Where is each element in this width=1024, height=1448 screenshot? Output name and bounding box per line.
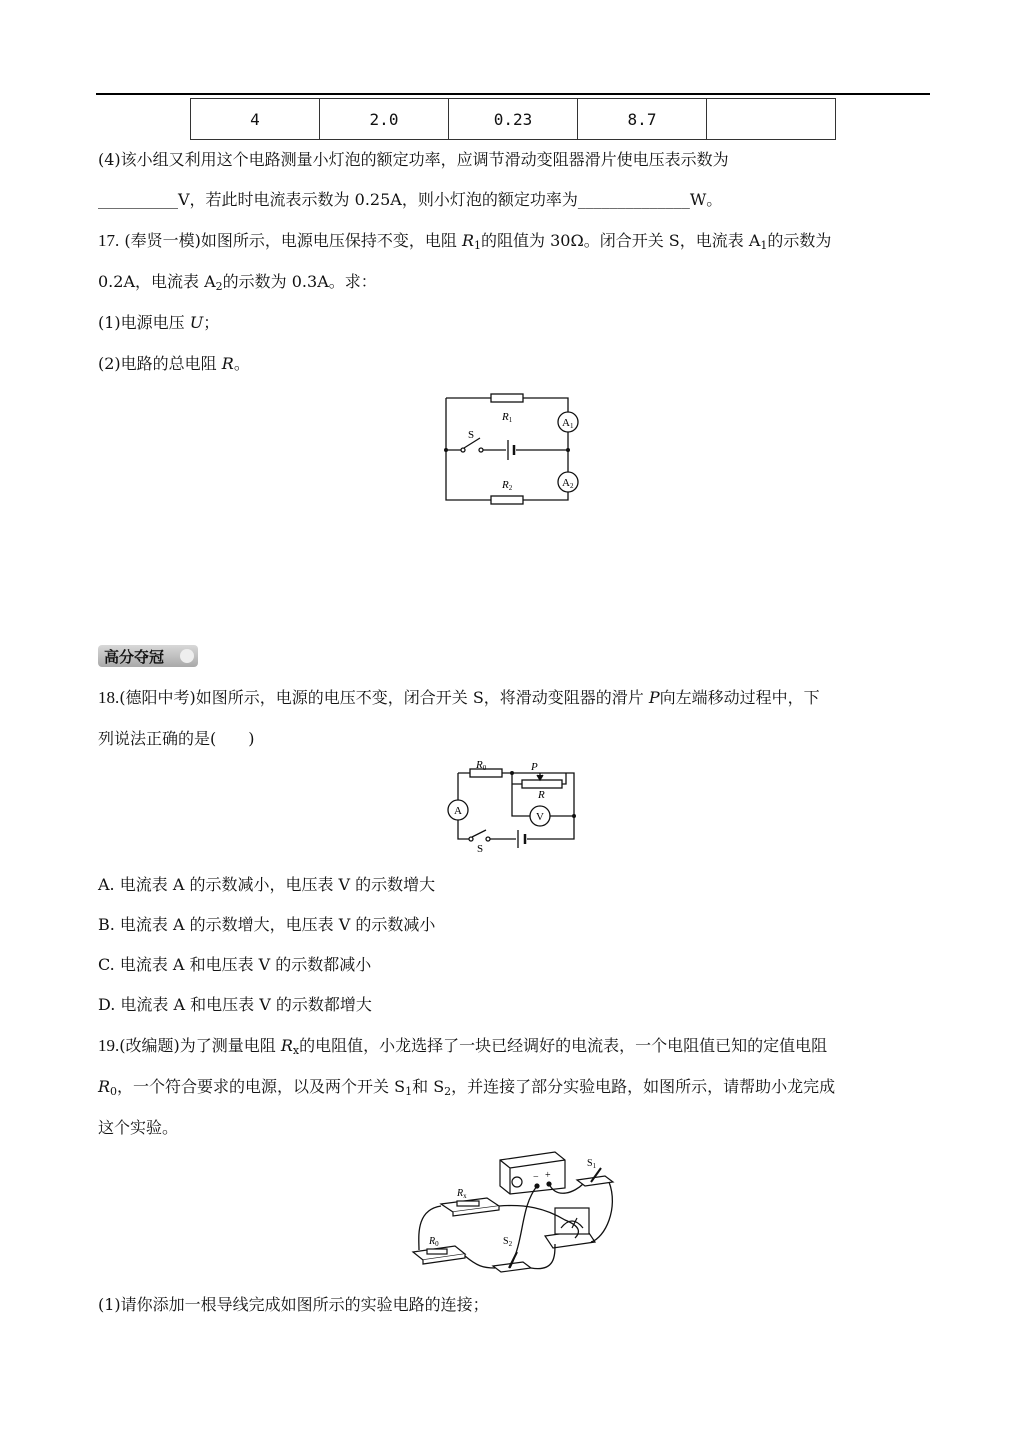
rheostat-r: [522, 780, 562, 788]
q19-text: 和 S: [412, 1077, 445, 1096]
q16-text: V，若此时电流表示数为 0.25A，则小灯泡的额定功率为: [178, 190, 578, 209]
subscript: 2: [444, 1085, 452, 1098]
table-cell: 8.7: [578, 99, 707, 140]
table-cell: 2.0: [320, 99, 449, 140]
table-cell: 0.23: [449, 99, 578, 140]
q18-line2: 列说法正确的是( ): [98, 729, 255, 748]
q17-sub1: [98, 311, 219, 335]
q18-text: 向左端移动过程中，下: [659, 688, 820, 707]
label-a1: A1: [562, 417, 574, 430]
q17-text: (1)电源电压: [98, 313, 185, 332]
q16-part4-line1: (4)该小组又利用这个电路测量小灯泡的额定功率，应调节滑动变阻器滑片使电压表示数为: [98, 150, 729, 169]
subscript: x: [292, 1044, 300, 1057]
label-p: P: [531, 761, 538, 773]
var-r1: R: [461, 231, 474, 250]
q17-text: 0.2A，电流表 A: [98, 272, 216, 291]
label-v: V: [536, 811, 544, 823]
option-d[interactable]: D. 电流表 A 和电压表 V 的示数都增大: [98, 995, 372, 1014]
q17-circuit-diagram: [440, 392, 590, 504]
q18-circuit-diagram: [444, 759, 584, 855]
q19-apparatus-diagram: [405, 1148, 620, 1288]
label-s: S: [468, 429, 475, 441]
q16-part4-line2: [98, 188, 722, 212]
var-r0: R: [98, 1077, 111, 1096]
subscript: 1: [760, 239, 768, 252]
var-u: U: [189, 313, 204, 332]
subscript: 2: [215, 280, 223, 293]
q17-text: ；: [203, 313, 220, 332]
option-c[interactable]: C. 电流表 A 和电压表 V 的示数都减小: [98, 955, 372, 974]
option-a[interactable]: A. 电流表 A 的示数减小，电压表 V 的示数增大: [98, 875, 436, 894]
q17-sub2: [98, 352, 250, 376]
question-source: (德阳中考): [119, 688, 196, 707]
question-number: 17.: [98, 231, 120, 250]
question-source: (改编题): [119, 1036, 180, 1055]
question-number: 18.: [98, 688, 120, 707]
q19-text: ，并连接了部分实验电路，如图所示，请帮助小龙完成: [451, 1077, 836, 1096]
question-number: 19.: [98, 1036, 120, 1055]
var-p: P: [648, 688, 660, 707]
q19-text: 为了测量电阻: [179, 1036, 276, 1055]
table-cell: [707, 99, 836, 140]
q17-text: 。: [233, 354, 250, 373]
table-row: [191, 99, 836, 140]
q19-text: ，一个符合要求的电源，以及两个开关 S: [117, 1077, 406, 1096]
table-cell: 4: [191, 99, 320, 140]
subscript: 1: [405, 1085, 413, 1098]
section-badge-label: 高分夺冠: [104, 648, 165, 666]
q19-text: 的电阻值，小龙选择了一块已经调好的电流表，一个电阻值已知的定值电阻: [299, 1036, 828, 1055]
label-r0: $R_0$: [429, 1236, 439, 1248]
answer-blank[interactable]: ______________: [577, 190, 690, 209]
label-r2: R2: [502, 479, 513, 492]
option-b[interactable]: B. 电流表 A 的示数增大，电压表 V 的示数减小: [98, 915, 436, 934]
q19-line1: [98, 1034, 827, 1058]
q19-sub1: (1)请你添加一根导线完成如图所示的实验电路的连接；: [98, 1295, 489, 1314]
q18-line1: [98, 686, 820, 710]
q17-line2: [98, 270, 377, 294]
q16-text: W。: [689, 190, 723, 209]
label-rx: $R_x$: [457, 1188, 467, 1200]
label-plus: +: [545, 1170, 551, 1181]
data-table: [190, 98, 836, 140]
header-rule: [96, 93, 930, 95]
subscript: 0: [110, 1085, 118, 1098]
label-minus: −: [533, 1172, 539, 1183]
label-a2: A2: [562, 477, 574, 490]
q18-text: 如图所示，电源的电压不变，闭合开关 S，将滑动变阻器的滑片: [195, 688, 644, 707]
down-arrow-icon: [180, 649, 194, 663]
q17-text: 的示数为: [767, 231, 832, 250]
label-s2: $S_2$: [503, 1236, 513, 1248]
label-r0: R0: [476, 759, 487, 772]
var-r: R: [221, 354, 234, 373]
label-s: S: [477, 843, 484, 855]
label-r: R: [538, 789, 545, 801]
q19-line2: [98, 1075, 835, 1099]
label-a: A: [454, 805, 462, 817]
resistor-r1: [491, 394, 523, 402]
q17-text: 的阻值为 30Ω。闭合开关 S，电流表 A: [481, 231, 761, 250]
resistor-r2: [491, 496, 523, 504]
var-rx: R: [280, 1036, 293, 1055]
q17-text: 的示数为 0.3A。求：: [222, 272, 377, 291]
q19-line3: 这个实验。: [98, 1118, 179, 1137]
q17-text: 如图所示，电源电压保持不变，电阻: [200, 231, 457, 250]
subscript: 1: [474, 239, 481, 252]
q17-line1: [98, 229, 831, 253]
section-badge: [98, 645, 198, 667]
question-source: (奉贤一模): [124, 231, 201, 250]
q17-text: (2)电路的总电阻: [98, 354, 217, 373]
answer-blank[interactable]: __________: [98, 190, 178, 209]
label-s1: $S_1$: [587, 1158, 597, 1170]
label-r1: R1: [502, 411, 513, 424]
